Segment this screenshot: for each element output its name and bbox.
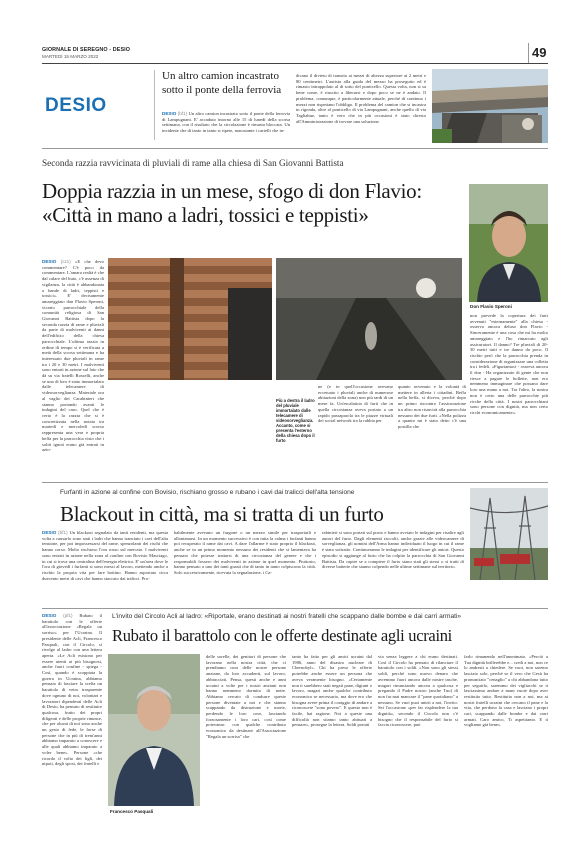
- bottom-text-1: Rubato il barattolo con le offerte all'associazione «Regala un sorriso» per l'Ucraina. Il presidente delle Acli, Francesco Pasquali, con il Circolo, si rivolge al ladro con una lettera aperta. «Le Acli esistono per essere utenti ai più bisognosi, anche fuori confine - spiega - Così, quando è scoppiata la guerra in Ucraina, abbiamo pensato di lasciare la scelta un barattolo di vetro trasparente dove ognuno di noi, volontari e lavoratori dipendenti delle Acli di Desio, ha pensato di restituire qualcosa, frutto dei propri diligenti e delle proprie rinunce, che per alcuni di noi sono anche un gesto di fede, le forse di persone che in più di trent'anni abbiamo imparato a conoscere e alle quali abbiamo imparato a voler bene». Persone «che ricordo il volto dei figli, dei nipoti, degli sposi, dei fratelli e: [42, 613, 102, 767]
- top-article-text-2: dicano il divieto di transito ai mezzi di altezza superiore ai 2 metri e 80 centimetri. L'autista alla guida del mezzo ha proseguito ed è rimasto intrappolato al di sotto del ponticello. Questa volta, non si sa bene come, è riuscito a liberarsi e dopo poco se ne è andato. Il problema, comunque, è particolarmente attuale, perché di continuo i mezzi non rispettano l'obbligo. Il problema del camion che si incastra in rigonda, oltre al ponticello di via Lampugnani, anche quello di via Tagliabue, tanto è vero che in più occasioni è stato chiesto all'Amministrazione di trovare una soluzione.: [296, 73, 426, 124]
- newspaper-name: GIORNALE DI SEREGNO - DESIO: [42, 47, 131, 53]
- bottom-text-3: tanto ha fatto per gli amici ucraini dal 1986, anno del disastro nucleare di Chernobyl». Chi ha preso le offerte potrebbe anche essere un persona che aveva veramente bisogno. «Certamente non ti sarebbero stati negati pane, digiuni o lavoro, magari anche qualche contributo economico se necessario, ma dove ero che bisogna avere prima il coraggio di andare a riconoscere "sono povero". E questo non è facile, hai ragione. Noi a queste una difficoltà non stiamo tanto abituati a pensare», prosegue la lettera. Soldi portati: [292, 654, 372, 728]
- bottom-col-2: [206, 654, 286, 809]
- pasquali-caption: Francesco Pasquali: [110, 809, 154, 814]
- main-col-4: [398, 384, 466, 476]
- bottom-text-2: delle sorelle, dei genitori di persone che lavorano nella nostra città, che ci prendiamo cura delle nostre persone anziane, da loro accudenti, sul lavoro, abbracciati. Pensa, questi anche e anni ucraini a volte per i nostri anziani non hanno nemmeno dormito di notte. Abbiamo cercato di condurre queste persone diventate a noi e che stanno scappando da distruzione e morte, perdendo le loro cose, lasciando forzosamente i loro cari, così come potevamo: con qualche contributo economico da destinare all'Associazione "Regala un sorriso" che: [206, 654, 286, 739]
- top-strip-rule: [42, 148, 548, 149]
- middle-dateline: DESIO: [42, 530, 57, 535]
- middle-text-3: rabinieri si sono portati sul posto e hanno avviato le indagini per risalire agli autori del furto. Dagli elementi raccolti, anche grazie alle videocamere di sorveglianza, gli uomini dell'Arma hanno individuato il luogo in cui il rame è stato sottratto. Continueranno le indagini per identificare gli autori. Questo episodio si aggiunge al furto che ha colpito la parrocchia di San Giovanni Battista. Da capire se a compiere il furto siano stati gli stessi o si tratti di diverse batterie che stanno colpendo nelle ultime settimane sul territorio.: [322, 530, 464, 570]
- bottom-text-5: farlo rimanendo nell'anonimato. «Perciò a Tua dignità brillerebbe e... credi a noi, non ce lo andresti a chiedere. Se vuoi, non saremo lasciato solo, perché se il vero che Gesù ha pronunciato "cenaglio" a chi abbandona tutto per seguirlo, saremmo dei vigliacchi se ti lasciassimo andare a mani vuote dopo aver restituito tutto. Restituito non a noi, ma ai nostri fratelli ucraini che cercano il pane e la vita, che perdono la casa e lasciano i propri cari, scappando dalle bombe e dai carri armati. Caro amico, Ti aspettiamo. E ti vogliamo già bene».: [464, 654, 548, 728]
- bottom-text-4: via senza leggere a chi erano destinati. Così il Circolo ha pensato di rilanciare il barattolo con i soldi. «Non sono gli stessi soldi, perché sono nuovo denaro che avremmo fuori ancora dalle nostre tasche, magari rinunciando ancora a qualcosa e pregando il Padre nostro (anche Tuo) di non far mai mancare il "pane quotidiano" a nessuno. Se vuoi puoi unirti a noi, l'invito. Sei l'occasione «per far risplendere la tua dignità», secondo il Circolo non c'è bisogno che il responsabile del furto si faccia riconoscere, può: [378, 654, 458, 728]
- section-title: DESIO: [45, 95, 107, 116]
- main-headline-line-1: Doppia razzia in un mese, sfogo di don Flavio:: [42, 179, 422, 203]
- bottom-dateline-tag: (pf1): [63, 613, 73, 618]
- railway-bridge-photo: [432, 69, 548, 143]
- bottom-col-3: [292, 654, 372, 809]
- masthead-rule: [42, 63, 548, 64]
- middle-text-1: Un blackout segnalato da tanti residenti, ma questa volta a causarlo sono stati i ladri che hanno tranciato i cavi dell'alta tensione, per poi impossessarsi del rame, spenzolanti dei rischi che hanno corso. Molto rischioso l'ora rosso sul mercato. I malviventi sono entrati in azione nella zona al confine con Bovisio Masciago, in cui si trova una centralina dell'energia elettrica. E' un'area dove le l'ora di giovedì i furfanti si sono messi al lavoro, mettendo anche a rischio la propria vita per fare bottino. Hanno asportato circa duecento metri di cavi che hanno staccato dai tralicci. Pro-: [42, 530, 168, 581]
- bottom-kicker: L'invito del Circolo Acli al ladro: «Riportale, erano destinati ai nostri fratelli che scappano dalle bombe e dai carri armati»: [112, 613, 462, 620]
- power-station-photo: [470, 488, 548, 580]
- main-text-1: «E che devo commentare? C'è poco da commentare. L'amara realtà è che dal calare del buio, c'è assenza di vigilanza, la città è abbandonata a bande di ladri, teppisti e tossici». E' decisamente amareggiato don Flavio Speroni, vicario parrocchiale della comunità religiosa di San Giovanni Battista dopo la seconda razzia di rame e pluviali da parte di malviventi ai danni dell'edificio della chiesa parrocchiale. L'ultima razzia in ordine di tempo si è verificata a metà della scorsa settimana e ha interessato due pluviali in rame tra i 20 e 30 metri. I malviventi sono entrati in azione sul lato che dà su via fratelli Rosselli, anche se uno di loro è stato immortalato dalle telecamere di videosorveglianza. Materiale ora al vaglio dei Carabinieri che stanno portando avanti le indagini del caso. Quel che è certo è la razzia che si è concretizzata nella notata tra martedì e mercoledì scorso rappresenta una vera e propria beffa per la parrocchia visto che i soliti ignoti erano già entrati in azio-: [42, 259, 104, 453]
- middle-col-1: [42, 530, 168, 604]
- main-col-3: [318, 384, 393, 476]
- top-article-col-2: [296, 73, 426, 143]
- main-col-5: [470, 313, 548, 476]
- main-kicker: Seconda razzia ravvicinata di pluviali di rame alla chiesa di San Giovanni Battista: [42, 158, 344, 168]
- francesco-pasquali-photo: [108, 654, 200, 806]
- main-text-3: ne (e in quell'occasione avevano eccetuato i pluviali anche di numerose abitazioni della zona) non più tardi di un mese fa. Un'escalation di furti che in quella circostanza aveva portato a un rapido passaparola tra le piazze virtuali dei social network tra la rabbia per: [318, 384, 393, 424]
- don-flavio-portrait: [469, 184, 548, 302]
- top-headline: Un altro camion incastrato sotto il ponte della ferrovia: [162, 70, 282, 96]
- page-number: 49: [532, 45, 547, 60]
- portrait-caption: Don Flavio Speroni: [470, 304, 512, 309]
- middle-text-2: babilmente avevano un furgone o un mezzo simile per trasportarli e allontanarsi. In un momento successivo è con tutta la calma i furfanti hanno poi recuperato il rame dai cavi. A dare l'allarme è stato proprio il blackout, anche se in un primo momento nessuno dei residenti che si lamentava ha pensato che potesse trattarsi di una circostanza del genere e che i responsabili fossero dei malviventi in azione in quel momento. Piuttosto, hanno pensato a uno dei tanti guasti che di tanto in tanto colpiscono la città. Solo successivamente, ricevuta la segnalazione, i Ca-: [174, 530, 316, 575]
- middle-headline: Blackout in città, ma si tratta di un furto: [60, 502, 384, 526]
- main-text-5: non prevede la copertura dei furti avvenuti "esternamente" alla chiesa - osserva ancora deluso don Flavio - Sinceramente è una cosa che mi ha molto amareggiato e l'ho rimarcato agli assicuratori. Il danno? Tre pluviali di 20-30 metri tutti e tre danno da poco. Il rischio però che la parrocchia prenda in considerazione di organizzare una colletta tra i fedeli. «Figuriamoci - osserva ancora il don - Ha organizzato di gente che non riesce a pagare le bollette, non ero nemmeno immaginare che possano dare loro una mano a noi. Tra l'altro, la nostra non è certo una delle parrocchie più ricche della città. I nostri parrocchiani sono persone con dignità, ma non certo ricchi economicamente».: [470, 313, 548, 415]
- page-number-divider: [528, 43, 529, 63]
- bottom-col-5: [464, 654, 548, 809]
- middle-col-2: [174, 530, 316, 604]
- issue-date: MARTEDÌ 15 MARZO 2022: [42, 54, 99, 59]
- section-divider: [154, 70, 155, 140]
- main-headline-line-2: «Città in mano a ladri, tossici e teppisti»: [42, 203, 369, 227]
- surveillance-caption: Più a destra il ladro del pluviale immortalato dalle telecamere di videosorveglianza. Accanto, come si presenta l'esterno della chiesa dopo il furto: [276, 398, 315, 443]
- surveillance-photo: [108, 258, 272, 380]
- top-dateline-tag: (bf1): [177, 111, 188, 116]
- bottom-col-4: [378, 654, 458, 809]
- top-article-text-1: Un altro camion incastrato sotto il ponte della ferrovia di Lampugnani. E' accaduto intorno alle 15 di lunedì della scorsa settimana, con il risultato che la circolazione è rimasta bloccata. Un incidente che di tanto in tanto si ripete, nonostante i cartelli che in-: [162, 111, 290, 134]
- main-dateline-tag: (cz1): [60, 259, 71, 264]
- top-article-col-1: [162, 111, 290, 143]
- main-text-4: quanto avvenuto e la volontà di mettere in allerta i cittadini. Beffa nella beffa, si diceva, perché dopo un primo riscontro l'assicurazione tra altro non risarcirà alla parrocchia nessuno dei due furti. «Nella polizza a quanto mi è stato detto c'è una postilla che: [398, 384, 466, 429]
- main-col-1: [42, 259, 104, 472]
- middle-dateline-tag: (bf1): [58, 530, 68, 535]
- bottom-headline: Rubato il barattolo con le offerte destinate agli ucraini: [112, 626, 452, 645]
- middle-col-3: [322, 530, 464, 604]
- bottom-dateline: DESIO: [42, 613, 57, 618]
- main-dateline: DESIO: [42, 259, 57, 264]
- bottom-col-1: [42, 613, 102, 809]
- middle-article-rule: [42, 608, 548, 609]
- top-dateline: DESIO: [162, 111, 177, 116]
- main-article-rule: [42, 482, 548, 483]
- middle-kicker: Furfanti in azione al confine con Bovisio, rischiano grosso e rubano i cavi dai tralicci dell'alta tensione: [60, 489, 355, 496]
- cctv-frame-photo: [276, 258, 462, 380]
